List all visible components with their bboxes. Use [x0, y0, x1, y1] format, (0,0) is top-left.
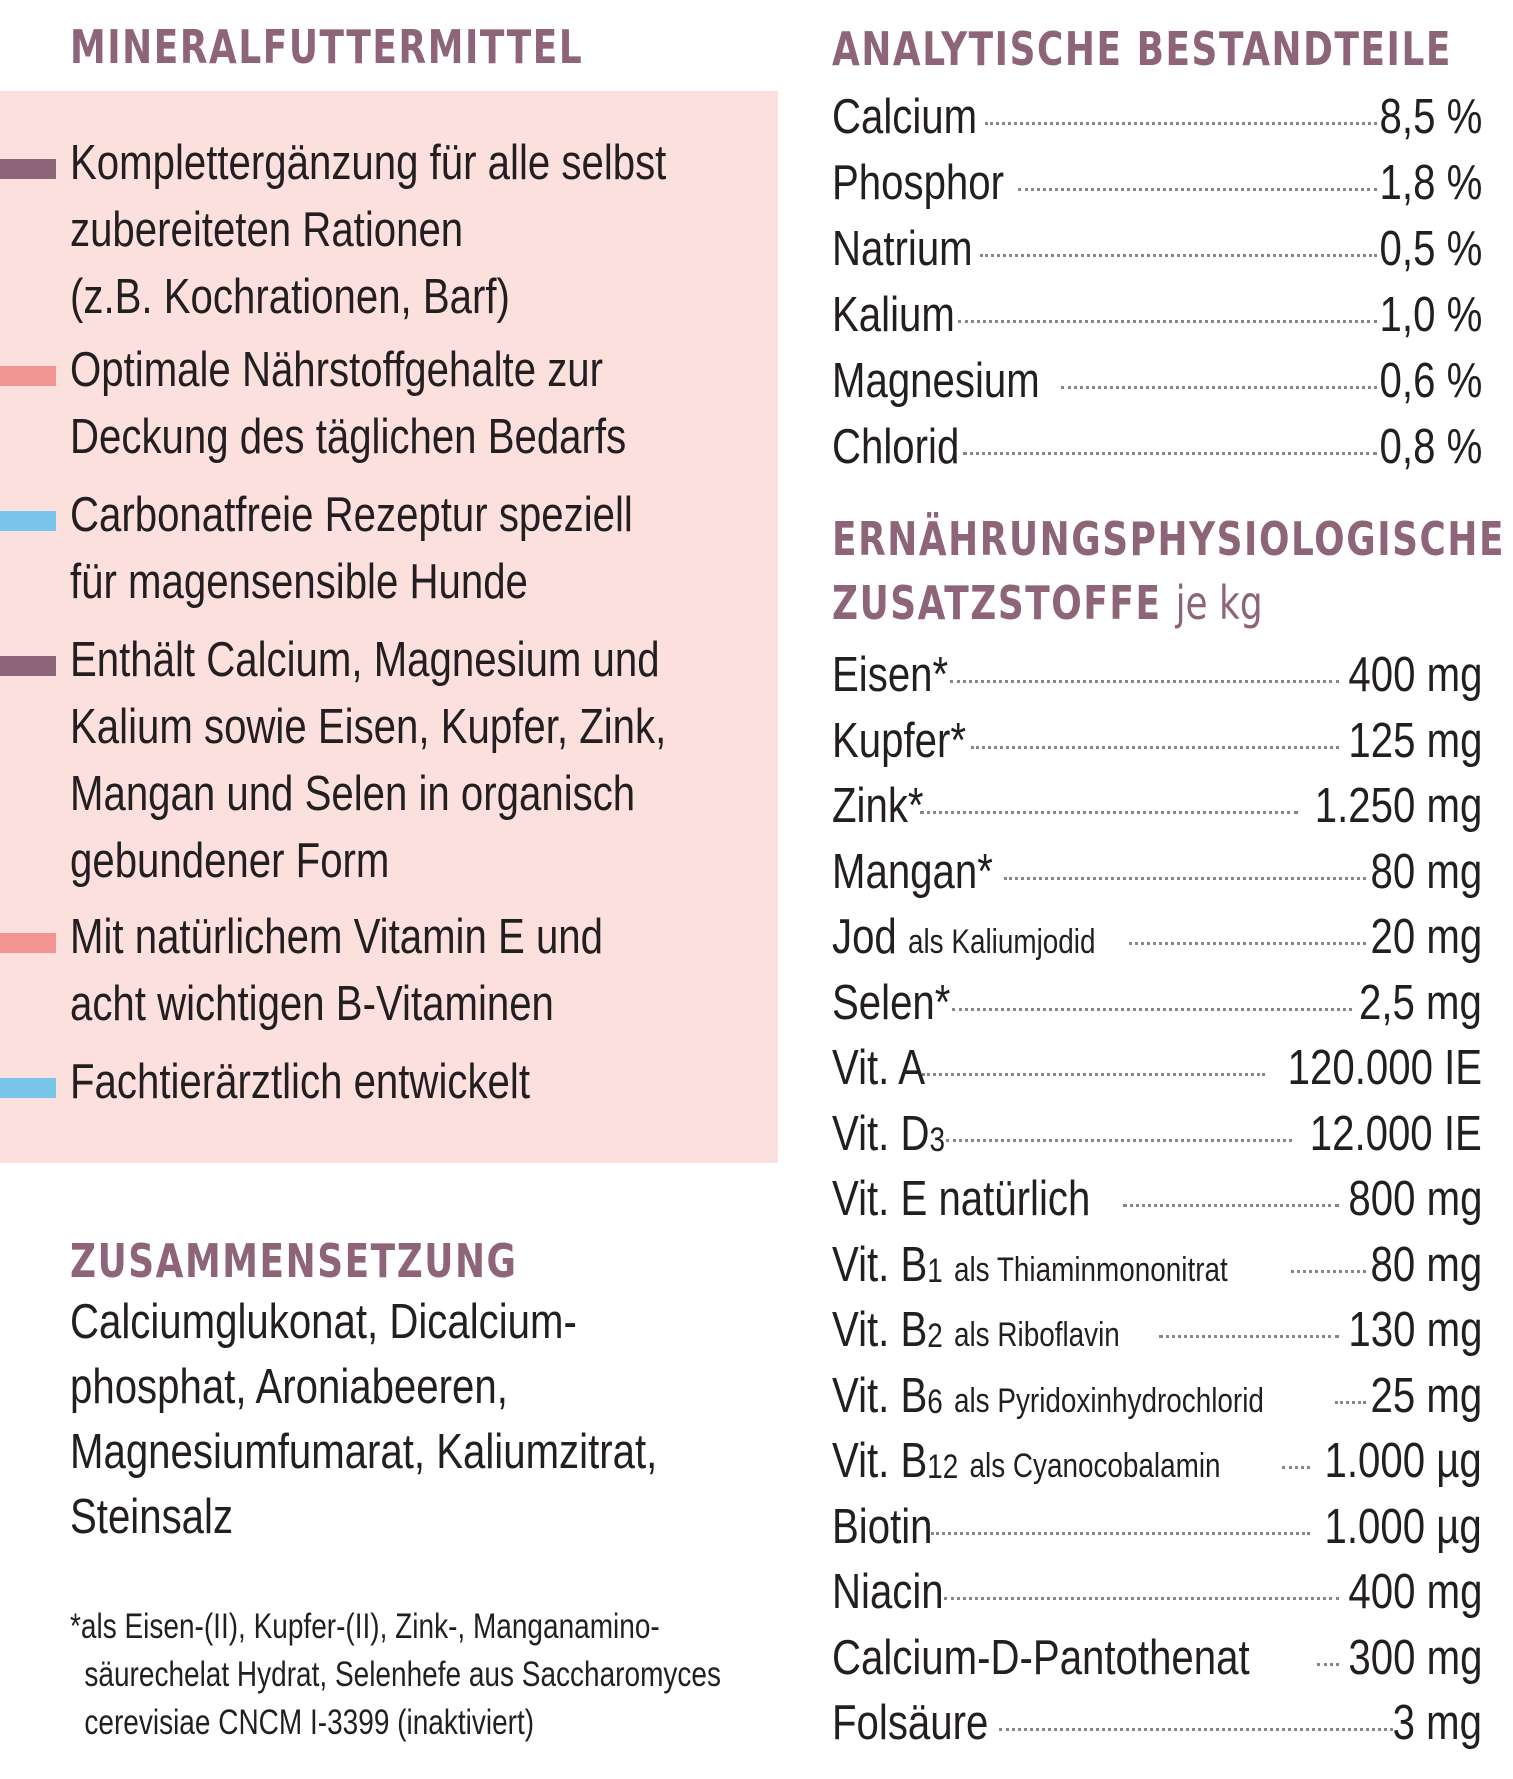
analytic-row: [832, 414, 1482, 480]
feature-line: Komplettergänzung für alle selbst: [70, 136, 667, 190]
additive-name: [832, 1428, 1221, 1499]
dot-leader: [1123, 1204, 1339, 1207]
analytic-value: 8,5 %: [1379, 90, 1482, 144]
analytic-value: 1,8 %: [1379, 156, 1482, 210]
additive-value: 25 mg: [1370, 1368, 1482, 1423]
additive-name-text: Vit. B: [832, 1368, 928, 1423]
additive-name: [832, 1494, 933, 1560]
additive-name: [832, 642, 948, 708]
feature-marker: [0, 159, 56, 179]
additive-row: [832, 839, 1482, 905]
dot-leader: [950, 680, 1339, 683]
analytic-row: [832, 216, 1482, 282]
analytic-value: 0,8 %: [1379, 420, 1482, 474]
analytic-name-text: Natrium: [832, 222, 973, 276]
additive-name: [832, 1035, 925, 1101]
dot-leader: [1317, 1663, 1338, 1666]
analytic-name: [832, 84, 977, 150]
additive-row: [832, 1232, 1482, 1298]
analytic-name-text: Magnesium: [832, 354, 1040, 408]
additive-value: 400 mg: [1347, 648, 1482, 702]
analytic-heading: ANALYTISCHE BESTANDTEILE: [832, 22, 1452, 76]
footnote-line: *als Eisen-(II), Kupfer-(II), Zink-, Manganamino-: [70, 1607, 660, 1646]
analytic-name-text: Kalium: [832, 288, 955, 342]
feature-line: Mangan und Selen in organisch: [70, 767, 636, 821]
analytic-row: [832, 150, 1482, 216]
additive-qualifier: als Pyridoxinhydrochlorid: [953, 1381, 1264, 1420]
composition-line: Calciumglukonat, Dicalcium-: [70, 1295, 577, 1349]
composition-heading: ZUSAMMENSETZUNG: [70, 1234, 518, 1288]
features-box: [0, 91, 778, 1163]
dot-leader: [971, 746, 1338, 749]
additive-name: [832, 1690, 988, 1756]
additive-value: 1.000 µg: [1324, 1434, 1482, 1488]
additive-name-text: Vit. B: [832, 1434, 928, 1488]
dot-leader: [920, 811, 1298, 814]
dot-leader: [922, 1073, 1265, 1076]
feature-line: (z.B. Kochrationen, Barf): [70, 270, 510, 324]
additive-value: 130 mg: [1347, 1303, 1482, 1357]
analytic-name: [832, 282, 955, 348]
additive-row: [832, 970, 1482, 1036]
dot-leader: [1335, 1401, 1366, 1404]
additive-name: [832, 1232, 1228, 1303]
additive-row: [832, 1363, 1482, 1429]
additive-value: 2,5 mg: [1359, 975, 1482, 1030]
dot-leader: [985, 122, 1377, 125]
additives-heading-line1: ERNÄHRUNGSPHYSIOLOGISCHE: [832, 512, 1506, 566]
additive-subscript: 3: [929, 1120, 946, 1159]
additive-value: 80 mg: [1370, 1237, 1482, 1292]
footnote-line: säurechelat Hydrat, Selenhefe aus Saccharomyces: [84, 1655, 721, 1694]
footnote-line: cerevisiae CNCM I-3399 (inaktiviert): [84, 1703, 535, 1742]
dot-leader: [1129, 942, 1366, 945]
additive-value: 800 mg: [1347, 1172, 1482, 1226]
dot-leader: [952, 1008, 1352, 1011]
additive-name-text: Mangan*: [832, 844, 993, 899]
additive-name-text: Calcium-D-Pantothenat: [832, 1630, 1250, 1685]
additive-value: 12.000 IE: [1309, 1106, 1482, 1161]
additive-row: [832, 1035, 1482, 1101]
additive-qualifier: als Thiaminmononitrat: [953, 1250, 1228, 1289]
analytic-value: 0,6 %: [1379, 354, 1482, 408]
footnote: [70, 1603, 721, 1747]
additive-value: 125 mg: [1347, 713, 1482, 768]
additives-heading-suffix: je kg: [1175, 576, 1263, 630]
analytic-value: 0,5 %: [1379, 222, 1482, 276]
additive-qualifier: als Kaliumjodid: [907, 923, 1096, 961]
dot-leader: [958, 320, 1377, 323]
analytic-name: [832, 216, 973, 282]
dot-leader: [1159, 1335, 1339, 1338]
additive-name: [832, 1625, 1250, 1691]
additive-name: [832, 904, 1095, 975]
additive-value: 300 mg: [1347, 1630, 1482, 1685]
additive-name-text: Jod: [832, 910, 897, 964]
additive-row: [832, 1494, 1482, 1560]
additive-name: [832, 1297, 1120, 1368]
additive-name: [832, 1101, 945, 1172]
additive-name-text: Vit. D: [832, 1106, 930, 1161]
additive-value: 80 mg: [1370, 844, 1482, 899]
dot-leader: [946, 1139, 1292, 1142]
additive-qualifier: als Riboflavin: [953, 1316, 1120, 1354]
composition-line: Magnesiumfumarat, Kaliumzitrat,: [70, 1425, 658, 1479]
dot-leader: [944, 1597, 1338, 1600]
additive-subscript: 2: [927, 1317, 943, 1355]
additive-name-text: Kupfer*: [832, 713, 967, 768]
analytic-name-text: Phosphor: [832, 156, 1005, 210]
analytic-name-text: Chlorid: [832, 420, 960, 474]
feature-line: Carbonatfreie Rezeptur speziell: [70, 488, 633, 542]
feature-line: für magensensible Hunde: [70, 555, 528, 609]
composition-text: [70, 1290, 657, 1550]
feature-line: Fachtierärztlich entwickelt: [70, 1055, 530, 1109]
additive-name-text: Vit. B: [832, 1303, 928, 1357]
dot-leader: [1061, 386, 1376, 389]
analytic-row: [832, 84, 1482, 150]
feature-line: Deckung des täglichen Bedarfs: [70, 410, 627, 464]
additive-value: 120.000 IE: [1287, 1041, 1482, 1095]
additive-name-text: Niacin: [832, 1565, 944, 1619]
additive-name: [832, 1363, 1264, 1434]
dot-leader: [963, 452, 1376, 455]
analytic-row: [832, 348, 1482, 414]
analytic-value: 1,0 %: [1379, 288, 1482, 342]
dot-leader: [1291, 1270, 1366, 1273]
additive-row: [832, 1625, 1482, 1691]
analytic-name-text: Calcium: [832, 90, 978, 144]
additive-value: 1.000 µg: [1324, 1499, 1482, 1554]
additive-value: 1.250 mg: [1314, 779, 1482, 833]
feature-line: Enthält Calcium, Magnesium und: [70, 633, 660, 687]
composition-line: phosphat, Aroniabeeren,: [70, 1360, 508, 1414]
feature-line: Kalium sowie Eisen, Kupfer, Zink,: [70, 700, 667, 754]
feature-marker: [0, 933, 56, 953]
analytic-name: [832, 150, 1004, 216]
additive-value: 3 mg: [1392, 1696, 1482, 1750]
additive-name-text: Vit. E natürlich: [832, 1172, 1091, 1226]
analytic-name: [832, 414, 959, 480]
feature-line: gebundener Form: [70, 834, 390, 888]
additives-heading-word: ZUSATZSTOFFE: [832, 576, 1162, 630]
additive-row: [832, 1101, 1482, 1167]
additive-row: [832, 904, 1482, 970]
dot-leader: [931, 1532, 1311, 1535]
analytic-row: [832, 282, 1482, 348]
additive-name: [832, 708, 966, 774]
dot-leader: [1004, 877, 1366, 880]
feature-line: zubereiteten Rationen: [70, 203, 464, 257]
additive-name-text: Biotin: [832, 1499, 933, 1554]
additive-name-text: Vit. B: [832, 1237, 928, 1292]
additives-heading-line2: [832, 576, 1263, 630]
additive-subscript: 6: [927, 1382, 943, 1421]
feature-marker: [0, 511, 56, 531]
additive-qualifier: als Cyanocobalamin: [969, 1447, 1221, 1485]
additive-row: [832, 1559, 1482, 1625]
additive-row: [832, 1428, 1482, 1494]
feature-line: Optimale Nährstoffgehalte zur: [70, 343, 604, 397]
product-type-heading: MINERALFUTTERMITTEL: [70, 20, 584, 74]
additive-row: [832, 1297, 1482, 1363]
additive-name: [832, 970, 950, 1036]
dot-leader: [999, 1728, 1393, 1731]
additive-name-text: Selen*: [832, 975, 951, 1030]
additive-row: [832, 642, 1482, 708]
additive-name-text: Eisen*: [832, 648, 949, 702]
additive-name: [832, 839, 993, 905]
additive-row: [832, 773, 1482, 839]
feature-line: Mit natürlichem Vitamin E und: [70, 910, 603, 964]
additive-name-text: Folsäure: [832, 1696, 989, 1750]
additive-subscript: 1: [927, 1251, 943, 1290]
additive-value: 400 mg: [1347, 1565, 1482, 1619]
dot-leader: [1018, 188, 1377, 191]
additive-name: [832, 773, 924, 839]
additive-row: [832, 1166, 1482, 1232]
feature-marker: [0, 366, 56, 386]
dot-leader: [980, 254, 1377, 257]
additive-name: [832, 1559, 944, 1625]
analytic-name: [832, 348, 1040, 414]
additive-row: [832, 1690, 1482, 1756]
dot-leader: [1282, 1466, 1310, 1469]
additive-name-text: Vit. A: [832, 1041, 926, 1095]
additive-row: [832, 708, 1482, 774]
composition-line: Steinsalz: [70, 1490, 234, 1544]
additive-subscript: 12: [927, 1448, 959, 1486]
feature-line: acht wichtigen B-Vitaminen: [70, 977, 554, 1031]
feature-marker: [0, 1078, 56, 1098]
feature-marker: [0, 656, 56, 676]
additive-name-text: Zink*: [832, 779, 924, 833]
additive-value: 20 mg: [1370, 910, 1482, 964]
additive-name: [832, 1166, 1090, 1232]
